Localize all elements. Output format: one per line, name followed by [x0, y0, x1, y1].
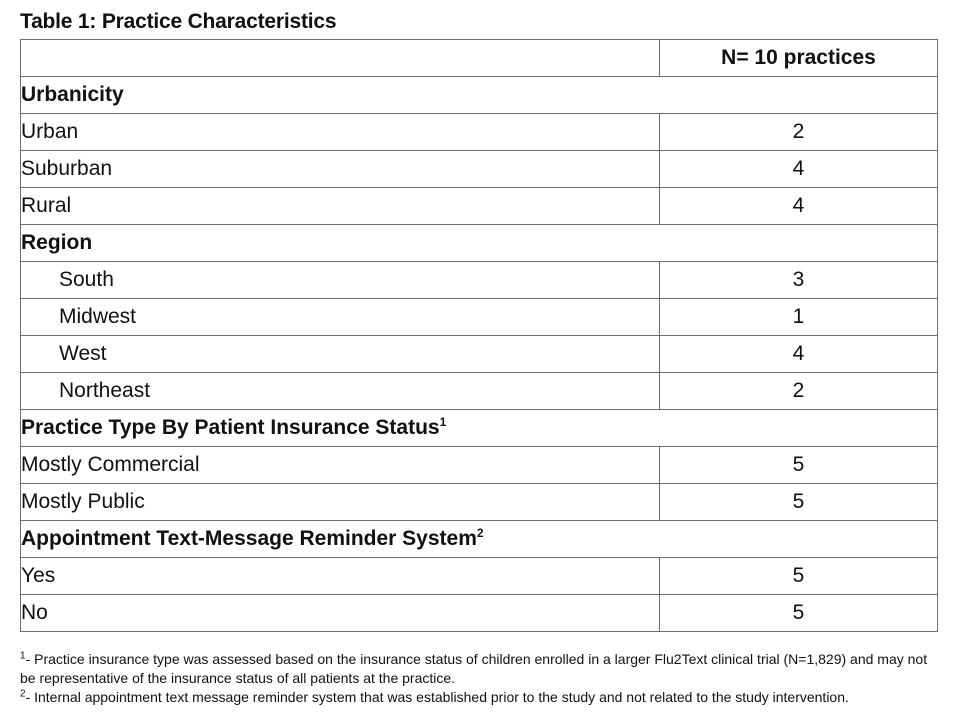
row-value: 5: [660, 447, 938, 484]
footnote-marker: 2: [476, 526, 484, 540]
section-row-practice-type: [21, 410, 938, 447]
row-label: Rural: [21, 188, 660, 225]
footnotes: [20, 650, 945, 707]
row-value: 2: [660, 114, 938, 151]
section-label: [21, 521, 938, 558]
row-value: 4: [660, 336, 938, 373]
footnote-mark: 2: [20, 688, 26, 700]
row-value: 3: [660, 262, 938, 299]
header-col2: N= 10 practices: [660, 40, 938, 77]
footnote-2: [20, 688, 945, 707]
section-label-text: Region: [21, 231, 93, 254]
section-label-text: Appointment Text-Message Reminder System: [21, 527, 477, 550]
row-label: Urban: [21, 114, 660, 151]
row-value: 2: [660, 373, 938, 410]
footnote-marker: 1: [439, 415, 447, 429]
row-label: South: [21, 262, 660, 299]
table-row: [21, 447, 938, 484]
row-label: Mostly Commercial: [21, 447, 660, 484]
table-row: [21, 188, 938, 225]
row-label: West: [21, 336, 660, 373]
table-row: [21, 262, 938, 299]
row-label: Suburban: [21, 151, 660, 188]
footnote-mark: 1: [20, 650, 26, 662]
section-row-reminder-system: [21, 521, 938, 558]
footnote-1: [20, 650, 945, 688]
row-value: 4: [660, 188, 938, 225]
row-value: 4: [660, 151, 938, 188]
header-col1: [21, 40, 660, 77]
row-value: 5: [660, 558, 938, 595]
characteristics-table: [20, 39, 938, 632]
footnote-text: - Internal appointment text message reminder system that was established prior to the study and not related to the study intervention.: [25, 689, 849, 705]
table-row: [21, 299, 938, 336]
table-title: Table 1: Practice Characteristics: [20, 10, 337, 33]
table-row: [21, 595, 938, 632]
row-value: 5: [660, 595, 938, 632]
section-label-text: Practice Type By Patient Insurance Status: [21, 416, 440, 439]
section-label: [21, 410, 938, 447]
table-header-row: [21, 40, 938, 77]
table-row: [21, 151, 938, 188]
row-label: No: [21, 595, 660, 632]
section-label: [21, 225, 938, 262]
row-label: Midwest: [21, 299, 660, 336]
table-row: [21, 336, 938, 373]
row-label: Northeast: [21, 373, 660, 410]
row-label: Mostly Public: [21, 484, 660, 521]
section-row-urbanicity: [21, 77, 938, 114]
table-row: [21, 373, 938, 410]
table-row: [21, 114, 938, 151]
footnote-text: - Practice insurance type was assessed based on the insurance status of children enrolled in a larger Flu2Text clinical trial (N=1,829) and may not be representative of the insurance status of all patients at the practice.: [20, 651, 928, 686]
row-label: Yes: [21, 558, 660, 595]
section-label-text: Urbanicity: [21, 83, 124, 106]
section-row-region: [21, 225, 938, 262]
section-label: [21, 77, 938, 114]
table-row: [21, 484, 938, 521]
row-value: 1: [660, 299, 938, 336]
table-row: [21, 558, 938, 595]
row-value: 5: [660, 484, 938, 521]
